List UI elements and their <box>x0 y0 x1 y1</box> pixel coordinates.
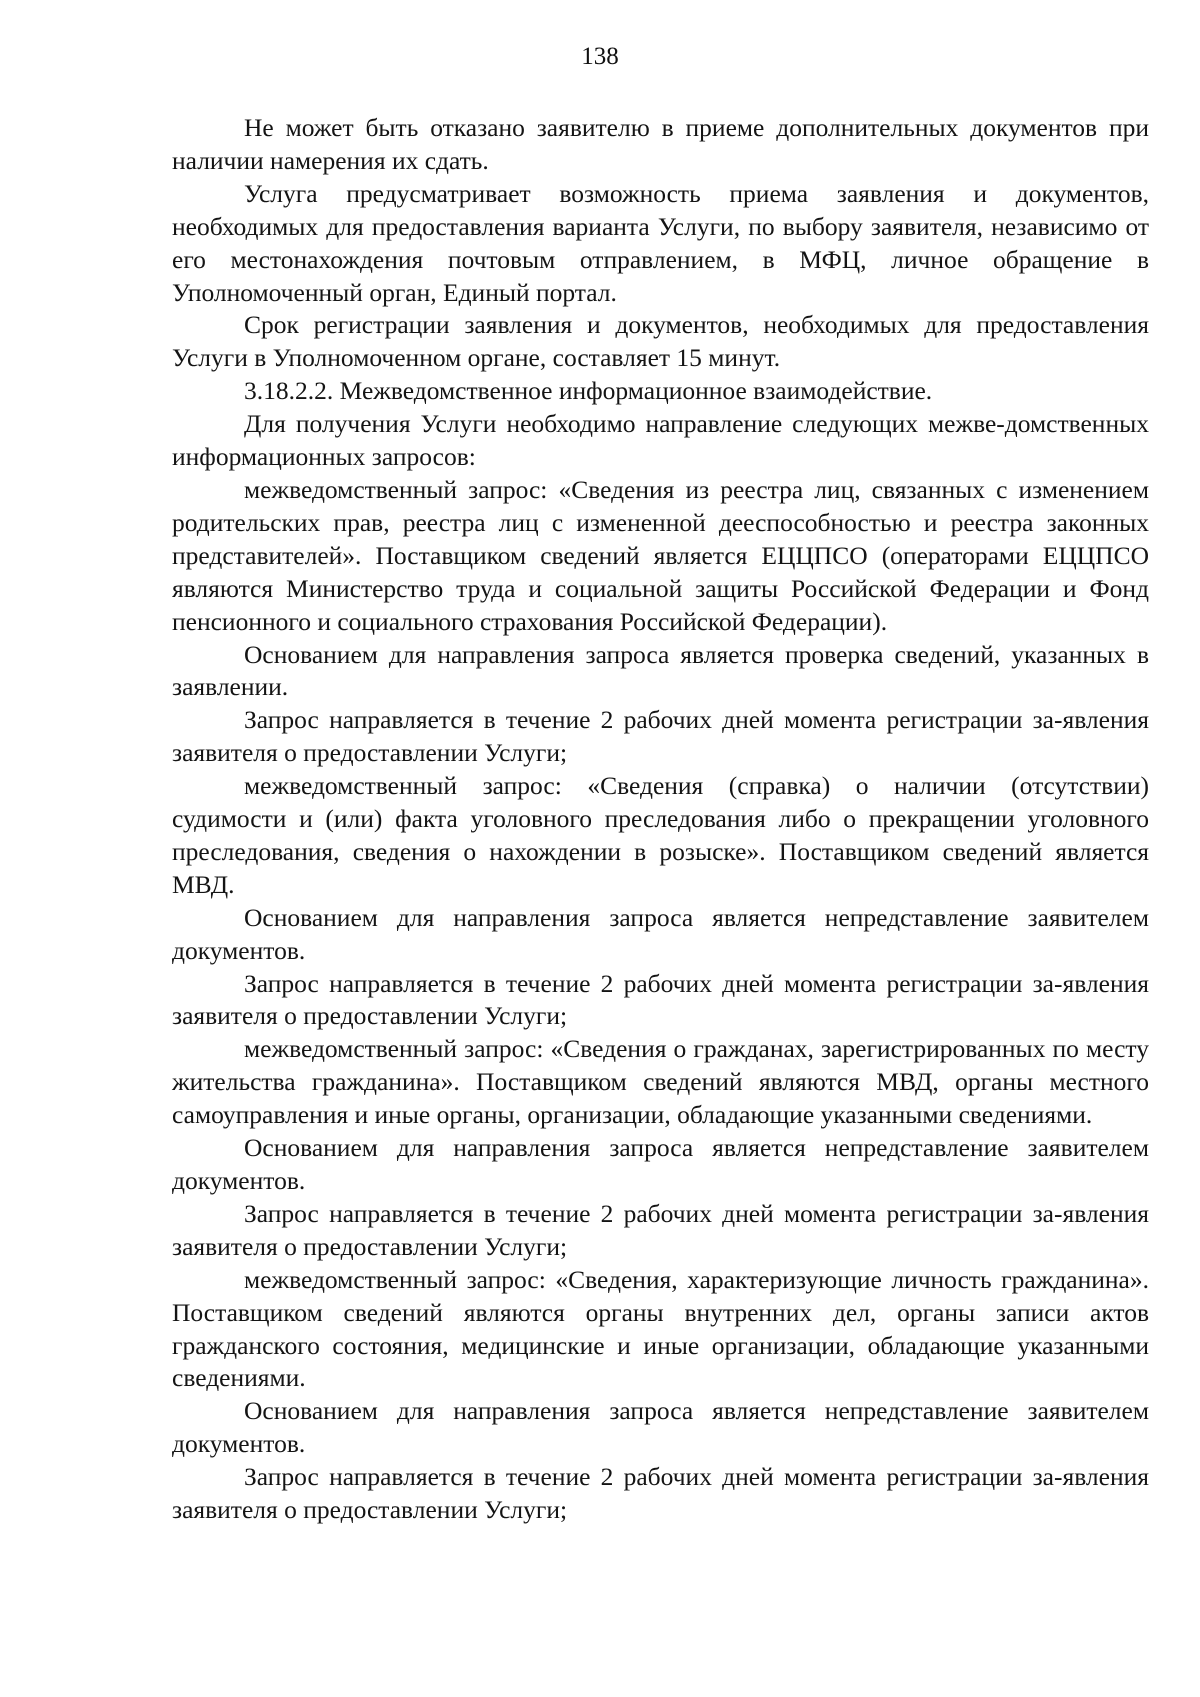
page-number: 138 <box>581 43 619 70</box>
paragraph: Запрос направляется в течение 2 рабочих дней момента регистрации за-явления заявителя о предоставлении Услуги; <box>172 705 1149 768</box>
paragraph: межведомственный запрос: «Сведения (справка) о наличии (отсутствии) судимости и (или) факта уголовного преследования либо о прекращении уголовного преследования, сведения о нахождении в розыске». Поставщиком сведений является МВД. <box>172 771 1149 899</box>
paragraph: Услуга предусматривает возможность приема заявления и документов, необходимых для предоставления варианта Услуги, по выбору заявителя, независимо от его местонахождения почтовым отправлением, в МФЦ, личное обращение в Уполномоченный орган, Единый портал. <box>172 178 1149 307</box>
paragraph: 3.18.2.2. Межведомственное информационное взаимодействие. <box>244 376 933 406</box>
paragraph: Основанием для направления запроса является непредставление заявителем документов. <box>172 1133 1149 1195</box>
paragraph: Запрос направляется в течение 2 рабочих дней момента регистрации за-явления заявителя о предоставлении Услуги; <box>172 1462 1149 1525</box>
paragraph: межведомственный запрос: «Сведения, характеризующие личность гражданина». Поставщиком сведений являются органы внутренних дел, органы записи актов гражданского состояния, медицинские и иные организации, обладающие указанными сведениями. <box>172 1264 1149 1393</box>
paragraph: межведомственный запрос: «Сведения из реестра лиц, связанных с изменением родительских прав, реестра лиц с измененной дееспособностью и реестра законных представителей». Поставщиком сведений является ЕЦЦПСО (операторами ЕЦЦПСО являются Министерство труда и социальной защиты Российской Федерации и Фонд пенсионного и социального страхования Российской Федерации). <box>172 474 1149 636</box>
paragraph: Основанием для направления запроса является проверка сведений, указанных в заявлении. <box>172 639 1149 702</box>
paragraph: Запрос направляется в течение 2 рабочих дней момента регистрации за-явления заявителя о предоставлении Услуги; <box>172 968 1149 1031</box>
paragraph: Срок регистрации заявления и документов, необходимых для предоставления Услуги в Уполномоченном органе, составляет 15 минут. <box>172 310 1149 373</box>
paragraph: Для получения Услуги необходимо направление следующих межве-домственных информационных запросов: <box>172 409 1149 472</box>
paragraph: межведомственный запрос: «Сведения о гражданах, зарегистрированных по месту жительства гражданина». Поставщиком сведений являются МВД, органы местного самоуправления и иные органы, организации, обладающие указанными сведениями. <box>172 1034 1149 1130</box>
paragraph: Не может быть отказано заявителю в приеме дополнительных документов при наличии намерения их сдать. <box>172 113 1149 175</box>
paragraph: Основанием для направления запроса является непредставление заявителем документов. <box>172 902 1149 965</box>
paragraph: Основанием для направления запроса является непредставление заявителем документов. <box>172 1396 1149 1459</box>
paragraph: Запрос направляется в течение 2 рабочих дней момента регистрации за-явления заявителя о предоставлении Услуги; <box>172 1198 1149 1261</box>
body-text <box>172 112 1149 1527</box>
